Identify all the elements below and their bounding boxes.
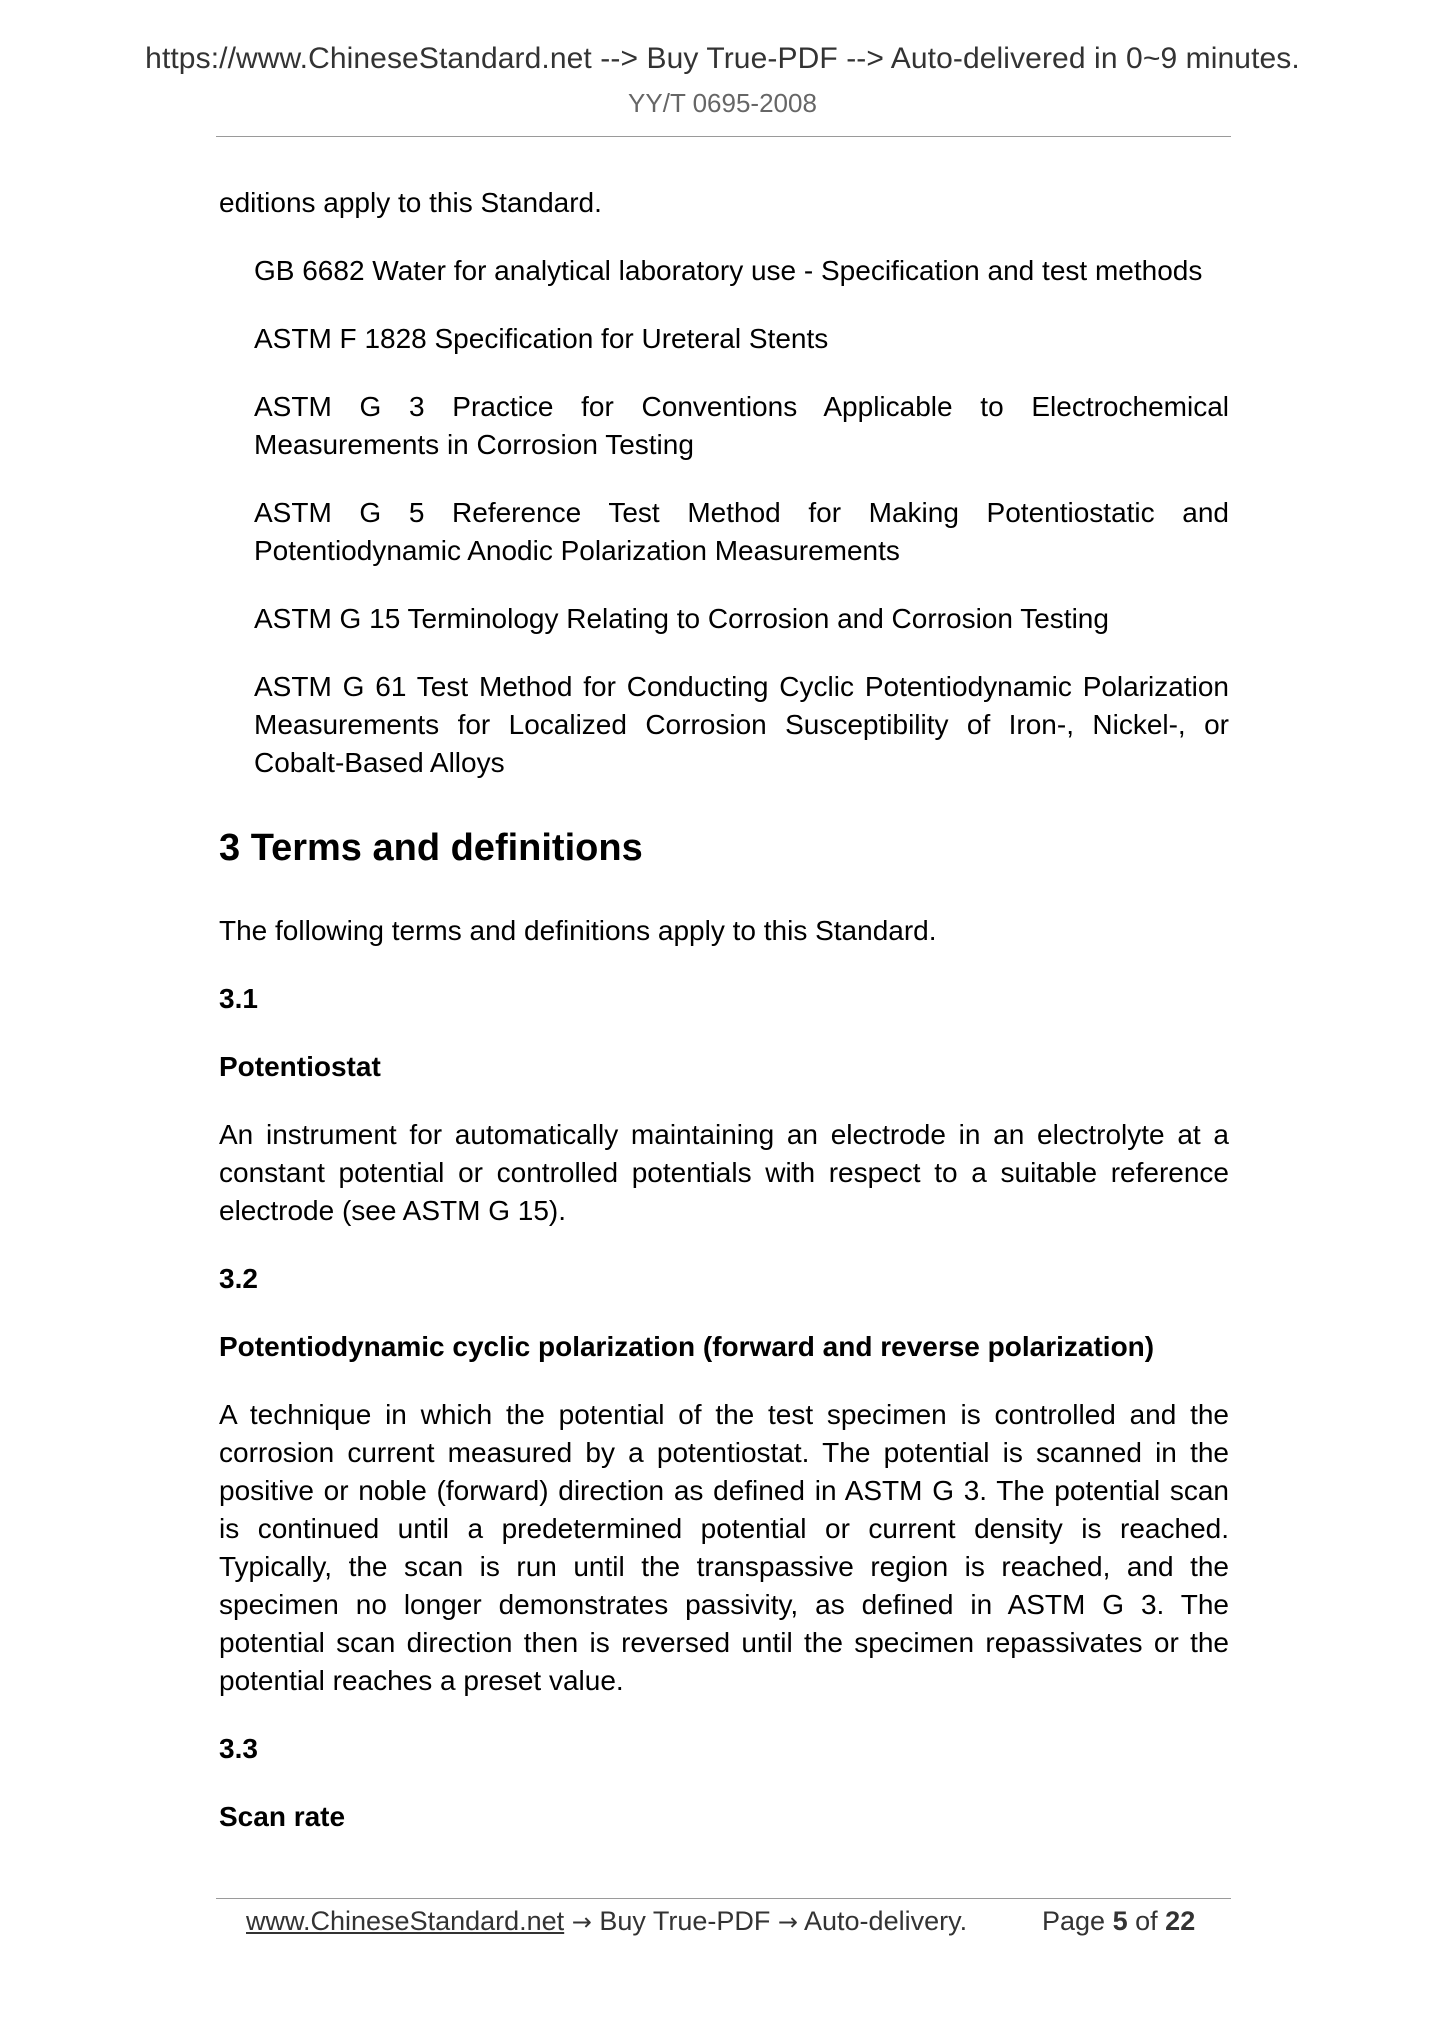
term-number: 3.1 [219, 983, 258, 1014]
reference-item: GB 6682 Water for analytical laboratory use - Specification and test methods [254, 255, 1203, 286]
section-heading: 3 Terms and definitions [219, 827, 643, 869]
page-footer [246, 1902, 1231, 1941]
reference-item: ASTM G 15 Terminology Relating to Corrosion and Corrosion Testing [254, 603, 1109, 634]
arrow-right-icon: → [777, 1908, 798, 1936]
footer-delivery-text: Auto-delivery. [804, 1906, 968, 1936]
term-entry [219, 1730, 1229, 1836]
current-page-number: 5 [1112, 1906, 1128, 1936]
term-number: 3.2 [219, 1263, 258, 1294]
term-entry [219, 1260, 1229, 1700]
header-divider [216, 136, 1231, 137]
section-intro: The following terms and definitions apply to this Standard. [219, 915, 937, 946]
term-title: Potentiodynamic cyclic polarization (forward and reverse polarization) [219, 1331, 1155, 1362]
footer-site-link[interactable]: www.ChineseStandard.net [246, 1906, 565, 1936]
term-number: 3.3 [219, 1733, 258, 1764]
reference-item: ASTM G 5 Reference Test Method for Making Potentiostatic and Potentiodynamic Anodic Polarization Measurements [254, 497, 1229, 566]
footer-buy-text: Buy True-PDF [599, 1906, 771, 1936]
footer-divider [216, 1898, 1231, 1899]
of-label: of [1135, 1906, 1158, 1936]
intro-text: editions apply to this Standard. [219, 187, 602, 218]
reference-item: ASTM G 3 Practice for Conventions Applicable to Electrochemical Measurements in Corrosion Testing [254, 391, 1229, 460]
document-code: YY/T 0695-2008 [628, 88, 817, 118]
page-indicator [1042, 1902, 1195, 1940]
term-definition: A technique in which the potential of the test specimen is controlled and the corrosion current measured by a potentiostat. The potential is scanned in the positive or noble (forward) direction as defined in ASTM G 3. The potential scan is continued until a predetermined potential or current density is reached. Typically, the scan is run until the transpassive region is reached, and the specimen no longer demonstrates passivity, as defined in ASTM G 3. The potential scan direction then is reversed until the specimen repassivates or the potential reaches a preset value. [219, 1399, 1229, 1696]
term-title: Scan rate [219, 1801, 346, 1832]
total-pages-number: 22 [1165, 1906, 1196, 1936]
header-url-line: https://www.ChineseStandard.net --> Buy True-PDF --> Auto-delivered in 0~9 minutes. [145, 42, 1300, 75]
reference-item: ASTM F 1828 Specification for Ureteral Stents [254, 323, 829, 354]
arrow-right-icon: → [571, 1908, 592, 1936]
term-definition: An instrument for automatically maintaining an electrode in an electrolyte at a constant potential or controlled potentials with respect to a suitable reference electrode (see ASTM G 15). [219, 1119, 1229, 1226]
normative-references-list [219, 252, 1229, 782]
page-content [219, 184, 1229, 1836]
term-entry [219, 980, 1229, 1230]
reference-item: ASTM G 61 Test Method for Conducting Cyclic Potentiodynamic Polarization Measurements for Localized Corrosion Susceptibility of Iron-, Nickel-, or Cobalt-Based Alloys [254, 671, 1229, 778]
term-title: Potentiostat [219, 1051, 381, 1082]
page-label: Page [1042, 1906, 1106, 1936]
